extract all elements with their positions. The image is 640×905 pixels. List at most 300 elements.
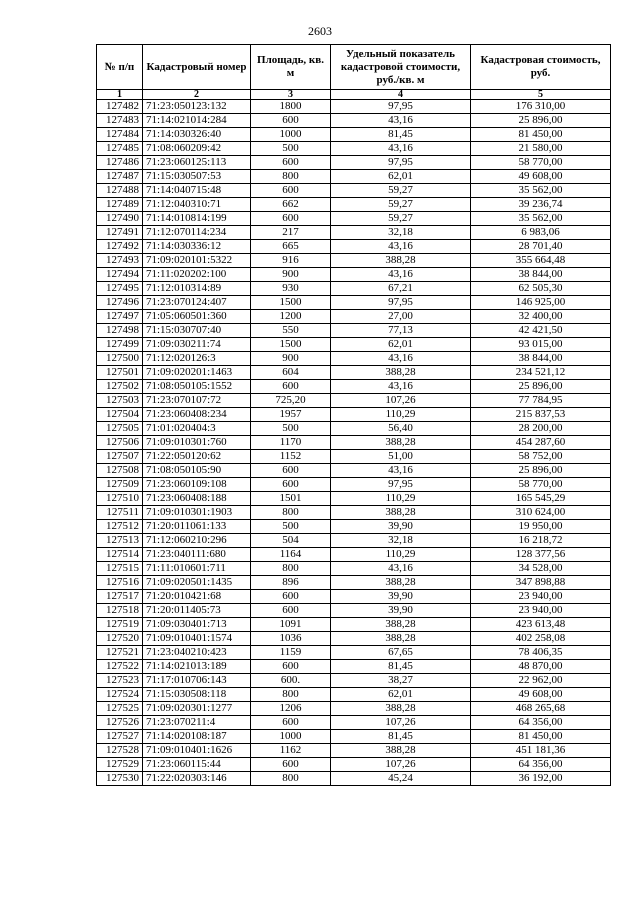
column-number: 4 (331, 90, 471, 100)
table-row (97, 380, 611, 394)
cadastral-number-cell: 71:22:050120:62 (143, 450, 251, 464)
cadastral-value-cell: 176 310,00 (471, 100, 611, 114)
table-row (97, 352, 611, 366)
cadastral-number-cell: 71:12:020126:3 (143, 352, 251, 366)
cadastral-number-cell: 71:23:070124:407 (143, 296, 251, 310)
specific-value-cell: 388,28 (331, 632, 471, 646)
cadastral-number-cell: 71:12:010314:89 (143, 282, 251, 296)
cadastral-value-cell: 49 608,00 (471, 688, 611, 702)
row-number-cell: 127522 (97, 660, 143, 674)
area-cell: 600 (251, 156, 331, 170)
cadastral-number-cell: 71:12:040310:71 (143, 198, 251, 212)
specific-value-cell: 97,95 (331, 478, 471, 492)
area-cell: 1800 (251, 100, 331, 114)
cadastral-value-cell: 32 400,00 (471, 310, 611, 324)
specific-value-cell: 62,01 (331, 688, 471, 702)
area-cell: 800 (251, 170, 331, 184)
cadastral-number-cell: 71:09:020501:1435 (143, 576, 251, 590)
specific-value-cell: 43,16 (331, 240, 471, 254)
cadastral-value-cell: 22 962,00 (471, 674, 611, 688)
table-row (97, 576, 611, 590)
cadastral-value-cell: 77 784,95 (471, 394, 611, 408)
table-row (97, 716, 611, 730)
table-row (97, 198, 611, 212)
column-number: 3 (251, 90, 331, 100)
specific-value-cell: 110,29 (331, 548, 471, 562)
area-cell: 1164 (251, 548, 331, 562)
row-number-cell: 127525 (97, 702, 143, 716)
table-row (97, 632, 611, 646)
cadastral-value-cell: 28 200,00 (471, 422, 611, 436)
cadastral-number-cell: 71:23:070211:4 (143, 716, 251, 730)
area-cell: 1000 (251, 730, 331, 744)
table-row (97, 702, 611, 716)
cadastral-number-cell: 71:09:020301:1277 (143, 702, 251, 716)
cadastral-value-cell: 58 770,00 (471, 478, 611, 492)
area-cell: 217 (251, 226, 331, 240)
row-number-cell: 127501 (97, 366, 143, 380)
specific-value-cell: 32,18 (331, 534, 471, 548)
table-row (97, 660, 611, 674)
row-number-cell: 127509 (97, 478, 143, 492)
specific-value-cell: 32,18 (331, 226, 471, 240)
specific-value-cell: 43,16 (331, 114, 471, 128)
cadastral-number-cell: 71:09:030401:713 (143, 618, 251, 632)
cadastral-number-cell: 71:20:011405:73 (143, 604, 251, 618)
cadastral-number-cell: 71:09:030211:74 (143, 338, 251, 352)
cadastral-number-cell: 71:09:020101:5322 (143, 254, 251, 268)
cadastral-value-cell: 165 545,29 (471, 492, 611, 506)
area-cell: 900 (251, 268, 331, 282)
specific-value-cell: 388,28 (331, 366, 471, 380)
column-number: 2 (143, 90, 251, 100)
cadastral-value-cell: 355 664,48 (471, 254, 611, 268)
cadastral-number-cell: 71:22:020303:146 (143, 772, 251, 786)
cadastral-number-cell: 71:12:070114:234 (143, 226, 251, 240)
cadastral-value-cell: 25 896,00 (471, 114, 611, 128)
row-number-cell: 127527 (97, 730, 143, 744)
specific-value-cell: 110,29 (331, 492, 471, 506)
cadastral-number-cell: 71:14:020108:187 (143, 730, 251, 744)
cadastral-value-cell: 38 844,00 (471, 352, 611, 366)
cadastral-value-cell: 36 192,00 (471, 772, 611, 786)
cadastral-number-cell: 71:23:040210:423 (143, 646, 251, 660)
specific-value-cell: 38,27 (331, 674, 471, 688)
area-cell: 500 (251, 520, 331, 534)
cadastral-number-cell: 71:14:010814:199 (143, 212, 251, 226)
cadastral-number-cell: 71:01:020404:3 (143, 422, 251, 436)
area-cell: 1957 (251, 408, 331, 422)
area-cell: 1500 (251, 338, 331, 352)
table-row (97, 646, 611, 660)
table-row (97, 548, 611, 562)
cadastral-number-cell: 71:20:011061:133 (143, 520, 251, 534)
cadastral-value-cell: 28 701,40 (471, 240, 611, 254)
cadastral-number-cell: 71:11:010601:711 (143, 562, 251, 576)
row-number-cell: 127530 (97, 772, 143, 786)
table-row (97, 520, 611, 534)
cadastral-number-cell: 71:08:060209:42 (143, 142, 251, 156)
area-cell: 1200 (251, 310, 331, 324)
table-row (97, 618, 611, 632)
row-number-cell: 127502 (97, 380, 143, 394)
area-cell: 600 (251, 758, 331, 772)
area-cell: 1159 (251, 646, 331, 660)
table-row (97, 212, 611, 226)
row-number-cell: 127529 (97, 758, 143, 772)
specific-value-cell: 39,90 (331, 590, 471, 604)
area-cell: 800 (251, 506, 331, 520)
table-row (97, 254, 611, 268)
area-cell: 800 (251, 562, 331, 576)
specific-value-cell: 59,27 (331, 184, 471, 198)
specific-value-cell: 59,27 (331, 198, 471, 212)
specific-value-cell: 59,27 (331, 212, 471, 226)
specific-value-cell: 81,45 (331, 660, 471, 674)
specific-value-cell: 43,16 (331, 352, 471, 366)
row-number-cell: 127493 (97, 254, 143, 268)
cadastral-value-cell: 21 580,00 (471, 142, 611, 156)
area-cell: 600 (251, 478, 331, 492)
cadastral-number-cell: 71:15:030707:40 (143, 324, 251, 338)
specific-value-cell: 43,16 (331, 464, 471, 478)
table-header (97, 45, 611, 100)
row-number-cell: 127486 (97, 156, 143, 170)
area-cell: 600. (251, 674, 331, 688)
specific-value-cell: 81,45 (331, 730, 471, 744)
row-number-cell: 127488 (97, 184, 143, 198)
table-row (97, 282, 611, 296)
cadastral-number-cell: 71:08:050105:90 (143, 464, 251, 478)
specific-value-cell: 39,90 (331, 604, 471, 618)
area-cell: 665 (251, 240, 331, 254)
cadastral-number-cell: 71:09:010301:1903 (143, 506, 251, 520)
table-row (97, 506, 611, 520)
table-row (97, 464, 611, 478)
cadastral-number-cell: 71:23:050123:132 (143, 100, 251, 114)
table-row (97, 226, 611, 240)
row-number-cell: 127491 (97, 226, 143, 240)
cadastral-value-cell: 42 421,50 (471, 324, 611, 338)
specific-value-cell: 43,16 (331, 268, 471, 282)
table-row (97, 408, 611, 422)
area-cell: 900 (251, 352, 331, 366)
cadastral-number-cell: 71:23:060408:188 (143, 492, 251, 506)
cadastral-value-cell: 23 940,00 (471, 604, 611, 618)
cadastral-value-cell: 423 613,48 (471, 618, 611, 632)
table-row (97, 534, 611, 548)
table-row (97, 436, 611, 450)
cadastral-value-cell: 468 265,68 (471, 702, 611, 716)
table-row (97, 366, 611, 380)
cadastral-number-cell: 71:23:040111:680 (143, 548, 251, 562)
cadastral-value-cell: 25 896,00 (471, 380, 611, 394)
table-row (97, 184, 611, 198)
row-number-cell: 127505 (97, 422, 143, 436)
row-number-cell: 127510 (97, 492, 143, 506)
row-number-cell: 127520 (97, 632, 143, 646)
cadastral-value-table (96, 44, 611, 786)
specific-value-cell: 67,65 (331, 646, 471, 660)
cadastral-number-cell: 71:23:060115:44 (143, 758, 251, 772)
row-number-cell: 127512 (97, 520, 143, 534)
table-row (97, 604, 611, 618)
row-number-cell: 127513 (97, 534, 143, 548)
area-cell: 1170 (251, 436, 331, 450)
cadastral-number-cell: 71:09:020201:1463 (143, 366, 251, 380)
table-row (97, 100, 611, 114)
row-number-cell: 127503 (97, 394, 143, 408)
area-cell: 600 (251, 114, 331, 128)
table-row (97, 114, 611, 128)
table-row (97, 562, 611, 576)
table-row (97, 422, 611, 436)
cadastral-value-cell: 93 015,00 (471, 338, 611, 352)
row-number-cell: 127484 (97, 128, 143, 142)
row-number-cell: 127487 (97, 170, 143, 184)
cadastral-value-cell: 19 950,00 (471, 520, 611, 534)
row-number-cell: 127524 (97, 688, 143, 702)
row-number-cell: 127494 (97, 268, 143, 282)
specific-value-cell: 67,21 (331, 282, 471, 296)
cadastral-value-cell: 215 837,53 (471, 408, 611, 422)
row-number-cell: 127517 (97, 590, 143, 604)
header-row-number: № п/п (97, 45, 143, 90)
specific-value-cell: 97,95 (331, 296, 471, 310)
area-cell: 916 (251, 254, 331, 268)
specific-value-cell: 388,28 (331, 744, 471, 758)
row-number-cell: 127515 (97, 562, 143, 576)
table-row (97, 128, 611, 142)
cadastral-number-cell: 71:09:010401:1626 (143, 744, 251, 758)
table-row (97, 310, 611, 324)
row-number-cell: 127492 (97, 240, 143, 254)
cadastral-value-cell: 35 562,00 (471, 184, 611, 198)
cadastral-value-cell: 81 450,00 (471, 730, 611, 744)
area-cell: 930 (251, 282, 331, 296)
cadastral-value-cell: 146 925,00 (471, 296, 611, 310)
area-cell: 500 (251, 422, 331, 436)
specific-value-cell: 56,40 (331, 422, 471, 436)
row-number-cell: 127498 (97, 324, 143, 338)
row-number-cell: 127496 (97, 296, 143, 310)
header-area: Площадь, кв. м (251, 45, 331, 90)
specific-value-cell: 62,01 (331, 338, 471, 352)
table-row (97, 296, 611, 310)
row-number-cell: 127514 (97, 548, 143, 562)
specific-value-cell: 43,16 (331, 562, 471, 576)
cadastral-value-cell: 454 287,60 (471, 436, 611, 450)
specific-value-cell: 43,16 (331, 380, 471, 394)
area-cell: 504 (251, 534, 331, 548)
table-row (97, 142, 611, 156)
row-number-cell: 127521 (97, 646, 143, 660)
cadastral-value-cell: 310 624,00 (471, 506, 611, 520)
table-row (97, 394, 611, 408)
cadastral-value-cell: 48 870,00 (471, 660, 611, 674)
page-number: 2603 (308, 24, 332, 38)
cadastral-number-cell: 71:23:070107:72 (143, 394, 251, 408)
table-row (97, 772, 611, 786)
specific-value-cell: 107,26 (331, 758, 471, 772)
cadastral-number-cell: 71:05:060501:360 (143, 310, 251, 324)
table-row (97, 338, 611, 352)
cadastral-number-cell: 71:09:010301:760 (143, 436, 251, 450)
row-number-cell: 127500 (97, 352, 143, 366)
cadastral-number-cell: 71:17:010706:143 (143, 674, 251, 688)
column-number: 5 (471, 90, 611, 100)
area-cell: 1091 (251, 618, 331, 632)
specific-value-cell: 62,01 (331, 170, 471, 184)
specific-value-cell: 27,00 (331, 310, 471, 324)
specific-value-cell: 97,95 (331, 100, 471, 114)
row-number-cell: 127526 (97, 716, 143, 730)
area-cell: 725,20 (251, 394, 331, 408)
specific-value-cell: 39,90 (331, 520, 471, 534)
row-number-cell: 127507 (97, 450, 143, 464)
cadastral-value-cell: 128 377,56 (471, 548, 611, 562)
cadastral-value-cell: 6 983,06 (471, 226, 611, 240)
area-cell: 600 (251, 660, 331, 674)
area-cell: 600 (251, 184, 331, 198)
specific-value-cell: 388,28 (331, 576, 471, 590)
row-number-cell: 127499 (97, 338, 143, 352)
row-number-cell: 127483 (97, 114, 143, 128)
cadastral-value-cell: 16 218,72 (471, 534, 611, 548)
table-row (97, 156, 611, 170)
cadastral-number-cell: 71:14:021014:284 (143, 114, 251, 128)
table-row (97, 478, 611, 492)
cadastral-value-cell: 38 844,00 (471, 268, 611, 282)
table-row (97, 240, 611, 254)
specific-value-cell: 45,24 (331, 772, 471, 786)
cadastral-value-cell: 234 521,12 (471, 366, 611, 380)
cadastral-value-cell: 35 562,00 (471, 212, 611, 226)
cadastral-value-cell: 402 258,08 (471, 632, 611, 646)
cadastral-number-cell: 71:08:050105:1552 (143, 380, 251, 394)
area-cell: 1500 (251, 296, 331, 310)
specific-value-cell: 107,26 (331, 716, 471, 730)
row-number-cell: 127516 (97, 576, 143, 590)
cadastral-value-cell: 58 770,00 (471, 156, 611, 170)
row-number-cell: 127518 (97, 604, 143, 618)
cadastral-number-cell: 71:14:030336:12 (143, 240, 251, 254)
area-cell: 1206 (251, 702, 331, 716)
table-row (97, 688, 611, 702)
cadastral-value-cell: 81 450,00 (471, 128, 611, 142)
area-cell: 1501 (251, 492, 331, 506)
area-cell: 600 (251, 212, 331, 226)
cadastral-number-cell: 71:23:060125:113 (143, 156, 251, 170)
area-cell: 1152 (251, 450, 331, 464)
cadastral-number-cell: 71:14:030326:40 (143, 128, 251, 142)
area-cell: 600 (251, 590, 331, 604)
cadastral-number-cell: 71:20:010421:68 (143, 590, 251, 604)
cadastral-value-cell: 34 528,00 (471, 562, 611, 576)
row-number-cell: 127485 (97, 142, 143, 156)
cadastral-value-cell: 451 181,36 (471, 744, 611, 758)
specific-value-cell: 107,26 (331, 394, 471, 408)
cadastral-value-cell: 347 898,88 (471, 576, 611, 590)
area-cell: 662 (251, 198, 331, 212)
header-cadastral-value: Кадастровая стоимость, руб. (471, 45, 611, 90)
cadastral-value-cell: 23 940,00 (471, 590, 611, 604)
cadastral-number-cell: 71:15:030507:53 (143, 170, 251, 184)
area-cell: 604 (251, 366, 331, 380)
cadastral-value-cell: 58 752,00 (471, 450, 611, 464)
table-row (97, 744, 611, 758)
cadastral-number-cell: 71:23:060109:108 (143, 478, 251, 492)
cadastral-value-cell: 78 406,35 (471, 646, 611, 660)
table-row (97, 730, 611, 744)
area-cell: 1000 (251, 128, 331, 142)
specific-value-cell: 43,16 (331, 142, 471, 156)
row-number-cell: 127528 (97, 744, 143, 758)
specific-value-cell: 388,28 (331, 506, 471, 520)
column-number: 1 (97, 90, 143, 100)
specific-value-cell: 388,28 (331, 618, 471, 632)
table-row (97, 492, 611, 506)
row-number-cell: 127497 (97, 310, 143, 324)
table-row (97, 268, 611, 282)
cadastral-value-cell: 39 236,74 (471, 198, 611, 212)
cadastral-number-cell: 71:14:040715:48 (143, 184, 251, 198)
cadastral-number-cell: 71:12:060210:296 (143, 534, 251, 548)
specific-value-cell: 77,13 (331, 324, 471, 338)
cadastral-number-cell: 71:11:020202:100 (143, 268, 251, 282)
area-cell: 600 (251, 716, 331, 730)
row-number-cell: 127523 (97, 674, 143, 688)
table-row (97, 758, 611, 772)
cadastral-number-cell: 71:14:021013:189 (143, 660, 251, 674)
table-row (97, 450, 611, 464)
area-cell: 600 (251, 464, 331, 478)
table-row (97, 324, 611, 338)
area-cell: 500 (251, 142, 331, 156)
specific-value-cell: 51,00 (331, 450, 471, 464)
row-number-cell: 127489 (97, 198, 143, 212)
area-cell: 800 (251, 688, 331, 702)
cadastral-value-cell: 25 896,00 (471, 464, 611, 478)
table-row (97, 170, 611, 184)
cadastral-number-cell: 71:23:060408:234 (143, 408, 251, 422)
specific-value-cell: 388,28 (331, 702, 471, 716)
header-cadastral-number: Кадастровый номер (143, 45, 251, 90)
table-body (97, 100, 611, 786)
cadastral-value-cell: 64 356,00 (471, 758, 611, 772)
cadastral-value-cell: 49 608,00 (471, 170, 611, 184)
cadastral-value-cell: 64 356,00 (471, 716, 611, 730)
table-row (97, 590, 611, 604)
row-number-cell: 127482 (97, 100, 143, 114)
specific-value-cell: 388,28 (331, 254, 471, 268)
area-cell: 896 (251, 576, 331, 590)
area-cell: 1036 (251, 632, 331, 646)
header-specific-value: Удельный показатель кадастровой стоимости, руб./кв. м (331, 45, 471, 90)
specific-value-cell: 388,28 (331, 436, 471, 450)
cadastral-number-cell: 71:09:010401:1574 (143, 632, 251, 646)
specific-value-cell: 97,95 (331, 156, 471, 170)
area-cell: 800 (251, 772, 331, 786)
area-cell: 1162 (251, 744, 331, 758)
area-cell: 600 (251, 604, 331, 618)
row-number-cell: 127506 (97, 436, 143, 450)
row-number-cell: 127508 (97, 464, 143, 478)
cadastral-value-cell: 62 505,30 (471, 282, 611, 296)
row-number-cell: 127519 (97, 618, 143, 632)
row-number-cell: 127490 (97, 212, 143, 226)
specific-value-cell: 110,29 (331, 408, 471, 422)
